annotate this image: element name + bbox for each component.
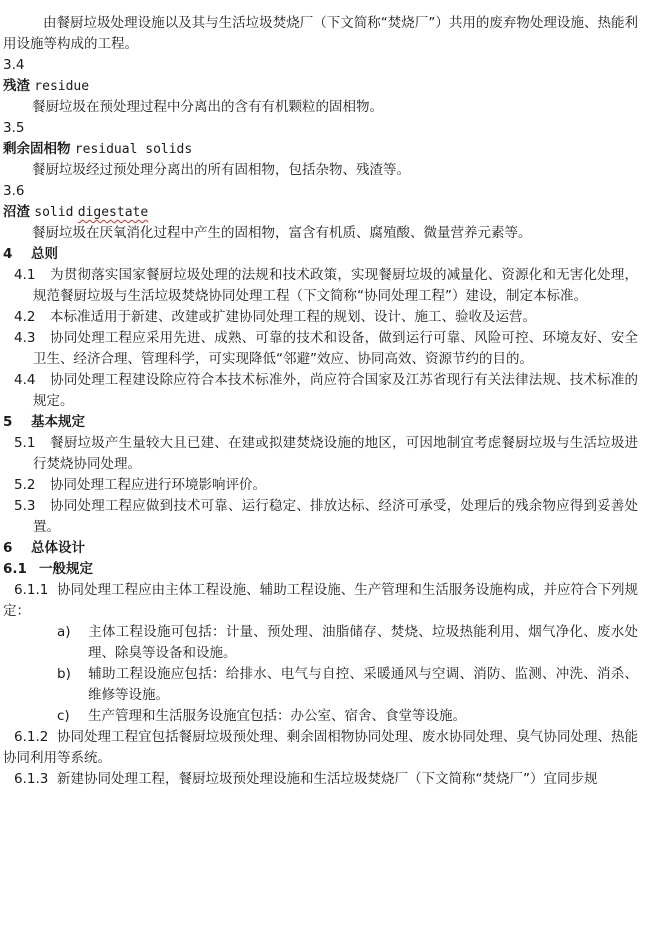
- section-number: 5: [3, 414, 13, 430]
- subsection-heading-6-1: [3, 559, 638, 580]
- list-text: 辅助工程设施应包括：给排水、电气与自控、采暖通风与空调、消防、监测、冲洗、消杀、维修等设施。: [88, 666, 638, 703]
- clause-number: 4.2: [14, 309, 36, 325]
- clause-number: 4.1: [14, 267, 36, 283]
- list-marker: a): [57, 624, 71, 640]
- subsection-title: 一般规定: [39, 561, 93, 577]
- clause-text: 为贯彻落实国家餐厨垃圾处理的法规和技术政策，实现餐厨垃圾的减量化、资源化和无害化处理，规范餐厨垃圾与生活垃圾焚烧协同处理工程（下文简称“协同处理工程”）建设，制定本标准。: [33, 267, 638, 304]
- term-definition: 餐厨垃圾经过预处理分离出的所有固相物，包括杂物、残渣等。: [32, 162, 410, 178]
- clause-number: 6.1.3: [14, 771, 49, 787]
- clause-number: 5.2: [14, 477, 36, 493]
- section-heading-4: [3, 244, 638, 265]
- section-heading-6: [3, 538, 638, 559]
- section-title: 总体设计: [31, 540, 85, 556]
- section-title: 基本规定: [31, 414, 85, 430]
- term-zh: 剩余固相物: [3, 141, 71, 157]
- term-line-3-6: [3, 202, 638, 223]
- definition-continuation-paragraph: 由餐厨垃圾处理设施以及其与生活垃圾焚烧厂（下文简称“焚烧厂”）共用的废弃物处理设施、热能利用设施等构成的工程。: [3, 15, 638, 52]
- clause-number: 4.4: [14, 372, 36, 388]
- clause-text: 协同处理工程应由主体工程设施、辅助工程设施、生产管理和生活服务设施构成，并应符合下列规定：: [3, 582, 638, 619]
- term-zh: 沼渣: [3, 204, 30, 220]
- term-line-3-5: [3, 139, 638, 160]
- clause-text: 新建协同处理工程，餐厨垃圾预处理设施和生活垃圾焚烧厂（下文简称“焚烧厂”）宜同步规: [57, 771, 598, 787]
- clause-number: 5.3: [14, 498, 36, 514]
- term-en-spellcheck-flagged: digestate: [77, 205, 149, 220]
- clause-6-1-2: [3, 727, 638, 769]
- subsection-number: 6.1: [3, 561, 27, 577]
- clause-text: 协同处理工程宜包括餐厨垃圾预处理、剩余固相物协同处理、废水协同处理、臭气协同处理、热能协同利用等系统。: [3, 729, 638, 766]
- clause-number: 4.3: [14, 330, 36, 346]
- term-en: residual solids: [74, 142, 193, 157]
- section-title: 总则: [31, 246, 58, 262]
- clause-text: 协同处理工程应采用先进、成熟、可靠的技术和设备，做到运行可靠、风险可控、环境友好、安全卫生、经济合理、管理科学，可实现降低“邻避”效应、协同高效、资源节约的目的。: [33, 330, 638, 367]
- clause-number: 5.1: [14, 435, 36, 451]
- list-text: 主体工程设施可包括：计量、预处理、油脂储存、焚烧、垃圾热能利用、烟气净化、废水处理、除臭等设备和设施。: [88, 624, 638, 661]
- list-item-c: [57, 706, 638, 727]
- term-zh: 残渣: [3, 78, 30, 94]
- clause-number: 6.1.1: [14, 582, 49, 598]
- clause-5-3: [3, 496, 638, 538]
- clause-text: 本标准适用于新建、改建或扩建协同处理工程的规划、设计、施工、验收及运营。: [50, 309, 536, 325]
- clause-4-3: [3, 328, 638, 370]
- term-definition: 餐厨垃圾在预处理过程中分离出的含有有机颗粒的固相物。: [32, 99, 383, 115]
- list-marker: b): [57, 666, 71, 682]
- clause-text: 餐厨垃圾产生量较大且已建、在建或拟建焚烧设施的地区，可因地制宜考虑餐厨垃圾与生活垃圾进行焚烧协同处理。: [33, 435, 638, 472]
- section-number: 4: [3, 246, 13, 262]
- term-number-3-6: 3.6: [3, 183, 25, 199]
- term-number-3-5: 3.5: [3, 120, 25, 136]
- clause-5-2: [3, 475, 638, 496]
- clause-6-1-3: [3, 769, 638, 790]
- term-en: residue: [34, 79, 90, 94]
- section-number: 6: [3, 540, 13, 556]
- list-marker: c): [57, 708, 70, 724]
- clause-4-4: [3, 370, 638, 412]
- clause-text: 协同处理工程应做到技术可靠、运行稳定、排放达标、经济可承受，处理后的残余物应得到妥善处置。: [33, 498, 638, 535]
- clause-5-1: [3, 433, 638, 475]
- clause-4-2: [3, 307, 638, 328]
- list-item-b: [57, 664, 638, 706]
- clause-4-1: [3, 265, 638, 307]
- list-text: 生产管理和生活服务设施宜包括：办公室、宿舍、食堂等设施。: [88, 708, 466, 724]
- term-definition: 餐厨垃圾在厌氧消化过程中产生的固相物，富含有机质、腐殖酸、微量营养元素等。: [32, 225, 532, 241]
- term-en: solid: [34, 205, 74, 220]
- term-line-3-4: [3, 76, 638, 97]
- clause-text: 协同处理工程建设除应符合本技术标准外，尚应符合国家及江苏省现行有关法律法规、技术标准的规定。: [33, 372, 638, 409]
- clause-6-1-1: [3, 580, 638, 622]
- term-number-3-4: 3.4: [3, 57, 25, 73]
- clause-number: 6.1.2: [14, 729, 49, 745]
- section-heading-5: [3, 412, 638, 433]
- clause-text: 协同处理工程应进行环境影响评价。: [50, 477, 266, 493]
- list-item-a: [57, 622, 638, 664]
